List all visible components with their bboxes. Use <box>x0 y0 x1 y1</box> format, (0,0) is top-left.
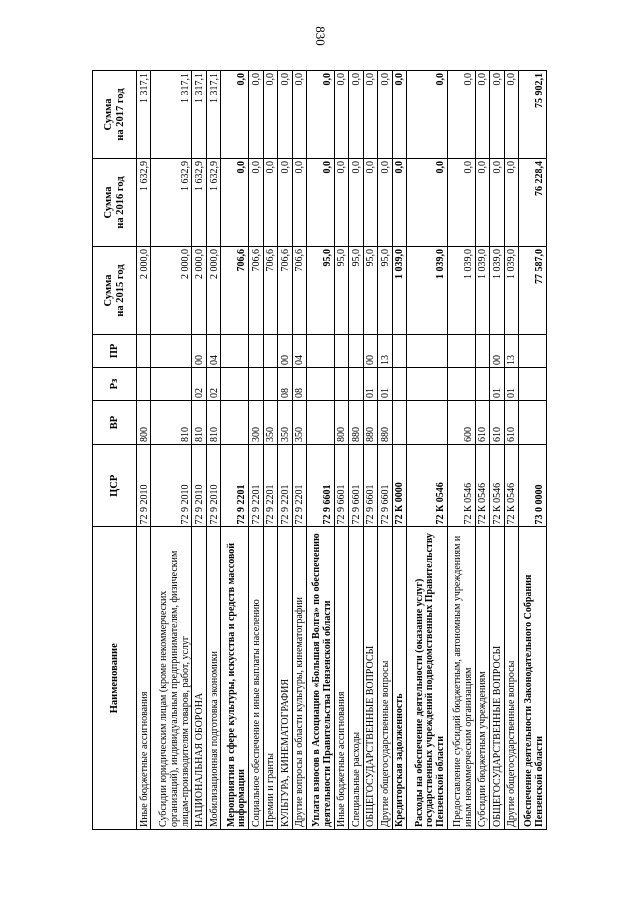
cell-name: Субсидии юридическим лицам (кроме некоммерческих организаций), индивидуальным предпринимателям, физическим лицам-производителям товаров, работ, услуг <box>151 527 192 830</box>
cell-vr: 300 <box>249 401 263 445</box>
cell-name: Мероприятия в сфере культуры, искусства и средств массовой информации <box>221 527 249 830</box>
cell-pr <box>137 335 151 368</box>
cell-sum-2015: 2 000,0 <box>151 247 192 335</box>
cell-rz: 02 <box>206 368 220 401</box>
cell-sum-2016: 0,0 <box>363 159 377 247</box>
cell-sum-2016: 0,0 <box>292 159 306 247</box>
cell-vr: 600 <box>448 401 476 445</box>
cell-name: Расходы на обеспечение деятельности (оказание услуг) государственных учреждений подведомственных Правительству Пензенской области <box>407 527 448 830</box>
cell-csr: 72 9 2010 <box>137 445 151 528</box>
cell-rz <box>263 368 277 401</box>
cell-csr: 72 9 2201 <box>292 445 306 528</box>
cell-csr: 72 9 2010 <box>206 445 220 528</box>
cell-vr <box>392 401 406 445</box>
table-row <box>448 71 476 830</box>
cell-sum-2017: 0,0 <box>504 71 518 159</box>
table-row <box>363 71 377 830</box>
cell-sum-2017: 0,0 <box>349 71 363 159</box>
cell-pr <box>349 335 363 368</box>
page-number: 830 <box>313 26 328 46</box>
cell-sum-2017: 0,0 <box>278 71 292 159</box>
table-row <box>378 71 392 830</box>
table-row <box>137 71 151 830</box>
cell-rz <box>137 368 151 401</box>
table-row <box>519 71 547 830</box>
cell-pr <box>151 335 192 368</box>
cell-name: Иные бюджетные ассигнования <box>334 527 348 830</box>
header-rz: Рз <box>93 368 137 401</box>
cell-rz <box>392 368 406 401</box>
cell-pr <box>263 335 277 368</box>
cell-pr: 04 <box>206 335 220 368</box>
cell-sum-2017: 0,0 <box>249 71 263 159</box>
cell-rz: 01 <box>504 368 518 401</box>
cell-sum-2017: 1 317,1 <box>206 71 220 159</box>
cell-sum-2017: 0,0 <box>292 71 306 159</box>
cell-vr: 610 <box>490 401 504 445</box>
cell-sum-2016: 0,0 <box>349 159 363 247</box>
cell-pr: 04 <box>292 335 306 368</box>
cell-csr: 72 9 2201 <box>249 445 263 528</box>
table-row <box>475 71 489 830</box>
table-row <box>292 71 306 830</box>
table-row <box>249 71 263 830</box>
cell-sum-2015: 1 039,0 <box>392 247 406 335</box>
cell-pr <box>249 335 263 368</box>
cell-sum-2015: 706,6 <box>249 247 263 335</box>
cell-rz: 01 <box>363 368 377 401</box>
header-sum-2016: Сумма на 2016 год <box>93 159 137 247</box>
cell-rz <box>349 368 363 401</box>
cell-sum-2016: 1 632,9 <box>192 159 206 247</box>
cell-name: Другие общегосударственные вопросы <box>378 527 392 830</box>
cell-sum-2016: 1 632,9 <box>151 159 192 247</box>
cell-sum-2015: 706,6 <box>278 247 292 335</box>
cell-sum-2017: 0,0 <box>263 71 277 159</box>
header-vr: ВР <box>93 401 137 445</box>
cell-sum-2015: 95,0 <box>306 247 334 335</box>
cell-sum-2016: 0,0 <box>278 159 292 247</box>
table-row <box>206 71 220 830</box>
cell-csr: 72 К 0546 <box>448 445 476 528</box>
cell-name: Мобилизационная подготовка экономики <box>206 527 220 830</box>
cell-name: Обеспечение деятельности Законодательного Собрания Пензенской области <box>519 527 547 830</box>
cell-sum-2015: 706,6 <box>292 247 306 335</box>
cell-sum-2017: 0,0 <box>363 71 377 159</box>
cell-csr: 72 К 0546 <box>407 445 448 528</box>
cell-name: Кредиторская задолженность <box>392 527 406 830</box>
cell-pr <box>519 335 547 368</box>
cell-csr: 72 9 2201 <box>278 445 292 528</box>
budget-table <box>92 70 547 830</box>
cell-rz: 01 <box>490 368 504 401</box>
cell-csr: 72 9 6601 <box>334 445 348 528</box>
cell-vr: 610 <box>475 401 489 445</box>
cell-vr: 350 <box>292 401 306 445</box>
cell-sum-2015: 95,0 <box>363 247 377 335</box>
cell-pr: 13 <box>504 335 518 368</box>
cell-csr: 72 9 2201 <box>221 445 249 528</box>
cell-name: Уплата взносов в Ассоциацию «Большая Волга» по обеспечению деятельности Правительства Пензенской области <box>306 527 334 830</box>
cell-vr <box>221 401 249 445</box>
cell-sum-2015: 1 039,0 <box>475 247 489 335</box>
cell-csr: 72 К 0546 <box>490 445 504 528</box>
cell-sum-2017: 0,0 <box>448 71 476 159</box>
cell-sum-2016: 0,0 <box>490 159 504 247</box>
cell-rz: 02 <box>192 368 206 401</box>
cell-csr: 72 9 6601 <box>363 445 377 528</box>
cell-sum-2015: 1 039,0 <box>407 247 448 335</box>
cell-sum-2016: 0,0 <box>334 159 348 247</box>
cell-sum-2016: 0,0 <box>392 159 406 247</box>
cell-sum-2015: 95,0 <box>349 247 363 335</box>
cell-sum-2015: 95,0 <box>334 247 348 335</box>
cell-sum-2017: 0,0 <box>378 71 392 159</box>
cell-sum-2015: 95,0 <box>378 247 392 335</box>
cell-vr <box>306 401 334 445</box>
cell-vr: 880 <box>363 401 377 445</box>
cell-pr <box>392 335 406 368</box>
cell-pr: 00 <box>363 335 377 368</box>
header-name: Наименование <box>93 527 137 830</box>
cell-vr: 350 <box>278 401 292 445</box>
table-row <box>278 71 292 830</box>
cell-sum-2015: 2 000,0 <box>206 247 220 335</box>
cell-vr: 610 <box>504 401 518 445</box>
cell-name: Предоставление субсидий бюджетным, автономным учреждениям и иным некоммерческим организациям <box>448 527 476 830</box>
cell-vr: 810 <box>192 401 206 445</box>
cell-sum-2017: 1 317,1 <box>137 71 151 159</box>
cell-sum-2015: 1 039,0 <box>448 247 476 335</box>
cell-vr: 800 <box>334 401 348 445</box>
table-row <box>504 71 518 830</box>
cell-vr: 350 <box>263 401 277 445</box>
cell-name: Другие общегосударственные вопросы <box>504 527 518 830</box>
cell-vr: 810 <box>206 401 220 445</box>
cell-name: НАЦИОНАЛЬНАЯ ОБОРОНА <box>192 527 206 830</box>
cell-csr: 72 9 6601 <box>306 445 334 528</box>
cell-name: Иные бюджетные ассигнования <box>137 527 151 830</box>
cell-name: Премии и гранты <box>263 527 277 830</box>
table-row <box>407 71 448 830</box>
cell-sum-2017: 0,0 <box>407 71 448 159</box>
cell-csr: 72 9 2010 <box>151 445 192 528</box>
cell-sum-2017: 0,0 <box>221 71 249 159</box>
table-row <box>221 71 249 830</box>
cell-sum-2016: 0,0 <box>249 159 263 247</box>
cell-sum-2015: 77 587,0 <box>519 247 547 335</box>
cell-name: КУЛЬТУРА, КИНЕМАТОГРАФИЯ <box>278 527 292 830</box>
cell-rz <box>334 368 348 401</box>
cell-rz <box>475 368 489 401</box>
cell-csr: 72 9 2010 <box>192 445 206 528</box>
table-row <box>263 71 277 830</box>
table-row <box>151 71 192 830</box>
table-row <box>349 71 363 830</box>
cell-sum-2015: 2 000,0 <box>192 247 206 335</box>
cell-rz <box>306 368 334 401</box>
table-row <box>192 71 206 830</box>
cell-vr: 880 <box>349 401 363 445</box>
cell-sum-2017: 0,0 <box>475 71 489 159</box>
cell-name: Социальное обеспечение и иные выплаты населению <box>249 527 263 830</box>
cell-rz <box>221 368 249 401</box>
table-row <box>334 71 348 830</box>
cell-rz <box>151 368 192 401</box>
cell-sum-2017: 1 317,1 <box>192 71 206 159</box>
header-pr: ПР <box>93 335 137 368</box>
cell-sum-2016: 0,0 <box>263 159 277 247</box>
cell-rz: 08 <box>278 368 292 401</box>
cell-pr: 13 <box>378 335 392 368</box>
cell-name: Субсидии бюджетным учреждениям <box>475 527 489 830</box>
cell-sum-2016: 0,0 <box>306 159 334 247</box>
cell-pr <box>334 335 348 368</box>
cell-name: ОБЩЕГОСУДАРСТВЕННЫЕ ВОПРОСЫ <box>363 527 377 830</box>
cell-csr: 72 9 6601 <box>378 445 392 528</box>
table-row <box>490 71 504 830</box>
cell-sum-2015: 1 039,0 <box>490 247 504 335</box>
cell-sum-2015: 706,6 <box>263 247 277 335</box>
cell-rz: 01 <box>378 368 392 401</box>
cell-sum-2017: 0,0 <box>490 71 504 159</box>
cell-pr: 00 <box>192 335 206 368</box>
cell-rz <box>249 368 263 401</box>
cell-sum-2017: 75 902,1 <box>519 71 547 159</box>
cell-name: Другие вопросы в области культуры, кинематографии <box>292 527 306 830</box>
header-sum-2015: Сумма на 2015 год <box>93 247 137 335</box>
cell-sum-2015: 2 000,0 <box>137 247 151 335</box>
cell-vr <box>519 401 547 445</box>
cell-rz <box>407 368 448 401</box>
cell-vr: 880 <box>378 401 392 445</box>
cell-sum-2017: 0,0 <box>306 71 334 159</box>
cell-sum-2016: 0,0 <box>448 159 476 247</box>
cell-sum-2017: 0,0 <box>334 71 348 159</box>
cell-sum-2016: 0,0 <box>475 159 489 247</box>
cell-csr: 73 0 0000 <box>519 445 547 528</box>
cell-pr <box>221 335 249 368</box>
cell-sum-2017: 0,0 <box>392 71 406 159</box>
cell-rz <box>448 368 476 401</box>
rotated-table-container <box>92 70 547 830</box>
cell-sum-2015: 1 039,0 <box>504 247 518 335</box>
cell-csr: 72 9 6601 <box>349 445 363 528</box>
cell-rz <box>519 368 547 401</box>
cell-sum-2015: 706,6 <box>221 247 249 335</box>
cell-pr <box>306 335 334 368</box>
cell-sum-2016: 1 632,9 <box>137 159 151 247</box>
cell-sum-2016: 0,0 <box>378 159 392 247</box>
header-csr: ЦСР <box>93 445 137 528</box>
cell-sum-2016: 0,0 <box>221 159 249 247</box>
table-row <box>392 71 406 830</box>
header-sum-2017: Сумма на 2017 год <box>93 71 137 159</box>
table-body <box>137 71 547 830</box>
cell-csr: 72 К 0000 <box>392 445 406 528</box>
cell-csr: 72 К 0546 <box>475 445 489 528</box>
cell-pr: 00 <box>278 335 292 368</box>
cell-sum-2016: 76 228,4 <box>519 159 547 247</box>
cell-pr <box>448 335 476 368</box>
cell-sum-2016: 1 632,9 <box>206 159 220 247</box>
cell-csr: 72 К 0546 <box>504 445 518 528</box>
cell-csr: 72 9 2201 <box>263 445 277 528</box>
cell-vr <box>407 401 448 445</box>
cell-name: ОБЩЕГОСУДАРСТВЕННЫЕ ВОПРОСЫ <box>490 527 504 830</box>
cell-pr: 00 <box>490 335 504 368</box>
cell-name: Специальные расходы <box>349 527 363 830</box>
table-row <box>306 71 334 830</box>
cell-sum-2016: 0,0 <box>407 159 448 247</box>
cell-sum-2016: 0,0 <box>504 159 518 247</box>
cell-pr <box>407 335 448 368</box>
cell-rz: 08 <box>292 368 306 401</box>
table-header-row <box>93 71 137 830</box>
cell-vr: 810 <box>151 401 192 445</box>
cell-pr <box>475 335 489 368</box>
cell-sum-2017: 1 317,1 <box>151 71 192 159</box>
cell-vr: 800 <box>137 401 151 445</box>
